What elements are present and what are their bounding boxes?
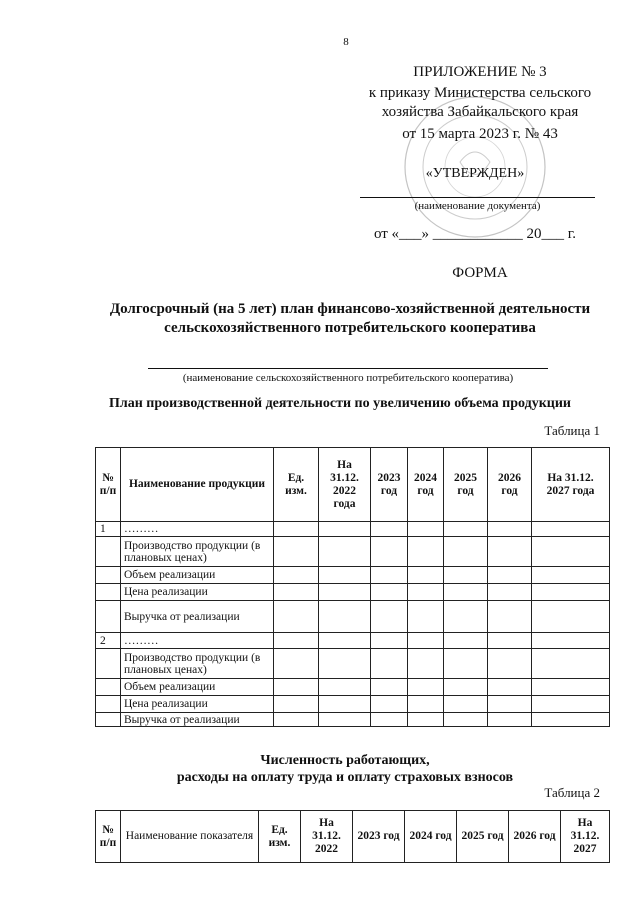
- table-row: [96, 633, 610, 649]
- cell: [532, 601, 610, 633]
- table-row: [96, 679, 610, 696]
- table-row: [96, 696, 610, 713]
- document-name-caption: (наименование документа): [414, 200, 541, 212]
- header-2027: На 31.12. 2027: [561, 811, 610, 863]
- cell: [371, 537, 408, 567]
- row-name: Выручка от реализации: [121, 601, 274, 633]
- cell: [532, 679, 610, 696]
- table-1-header-row: [96, 448, 610, 522]
- table-row: [96, 584, 610, 601]
- header-2025: 2025 год: [457, 811, 509, 863]
- document-title: [90, 300, 610, 338]
- cell: [444, 567, 488, 584]
- approved-label: «УТВЕРЖДЕН»: [425, 166, 525, 181]
- row-num: [96, 679, 121, 696]
- cell: [408, 601, 444, 633]
- staff-section-title-line-1: Численность работающих,: [260, 753, 430, 768]
- cell: [488, 649, 532, 679]
- cooperative-name-line: [148, 368, 548, 369]
- cell: [371, 713, 408, 727]
- cell: [319, 633, 371, 649]
- production-plan-title: План производственной деятельности по увеличению объема продукции: [109, 396, 571, 411]
- cell: [371, 633, 408, 649]
- staff-section-title: [130, 752, 560, 786]
- cell: [444, 537, 488, 567]
- cell: [532, 567, 610, 584]
- table-2-label: Таблица 2: [544, 785, 600, 800]
- appendix-line-3: от 15 марта 2023 г. № 43: [402, 126, 558, 142]
- cell: [274, 601, 319, 633]
- row-num: [96, 584, 121, 601]
- cell: [371, 584, 408, 601]
- cell: [319, 696, 371, 713]
- row-num: 2: [96, 633, 121, 649]
- cell: [408, 567, 444, 584]
- cell: [274, 522, 319, 537]
- appendix-title: ПРИЛОЖЕНИЕ № 3: [413, 64, 547, 80]
- cell: [444, 633, 488, 649]
- cell: [532, 649, 610, 679]
- header-product-name: Наименование продукции: [121, 448, 274, 522]
- header-2026: 2026 год: [488, 448, 532, 522]
- document-name-line: [360, 197, 595, 198]
- cell: [319, 567, 371, 584]
- cell: [319, 584, 371, 601]
- cell: [319, 522, 371, 537]
- header-unit: Ед. изм.: [274, 448, 319, 522]
- cell: [274, 649, 319, 679]
- cell: [319, 679, 371, 696]
- cell: [274, 713, 319, 727]
- cell: [488, 601, 532, 633]
- cell: [274, 537, 319, 567]
- cell: [488, 522, 532, 537]
- header-indicator-name: Наименование показателя: [121, 811, 259, 863]
- appendix-line-2: хозяйства Забайкальского края: [381, 104, 579, 120]
- row-num: [96, 601, 121, 633]
- row-name: Производство продукции (в плановых ценах): [121, 537, 274, 567]
- cell: [408, 522, 444, 537]
- cell: [408, 584, 444, 601]
- cell: [532, 522, 610, 537]
- document-title-line-2: сельскохозяйственного потребительского кооператива: [164, 320, 536, 336]
- cell: [408, 696, 444, 713]
- cell: [444, 601, 488, 633]
- cell: [408, 633, 444, 649]
- cell: [488, 537, 532, 567]
- cell: [371, 649, 408, 679]
- cell: [444, 584, 488, 601]
- cell: [444, 522, 488, 537]
- table-1-label: Таблица 1: [544, 423, 600, 438]
- cell: [371, 522, 408, 537]
- header-2024: 2024 год: [405, 811, 457, 863]
- row-name: Производство продукции (в плановых ценах): [121, 649, 274, 679]
- row-num: [96, 713, 121, 727]
- cell: [408, 537, 444, 567]
- table-row: [96, 649, 610, 679]
- form-label: ФОРМА: [452, 265, 508, 281]
- document-title-line-1: Долгосрочный (на 5 лет) план финансово-хозяйственной деятельности: [109, 301, 591, 317]
- row-name: ………: [121, 633, 274, 649]
- cell: [444, 649, 488, 679]
- header-num: № п/п: [96, 811, 121, 863]
- cell: [488, 567, 532, 584]
- row-num: [96, 537, 121, 567]
- cell: [319, 713, 371, 727]
- row-name: Объем реализации: [121, 567, 274, 584]
- header-num: № п/п: [96, 448, 121, 522]
- header-2022: На 31.12. 2022: [301, 811, 353, 863]
- cell: [274, 633, 319, 649]
- table-row: [96, 601, 610, 633]
- cell: [408, 649, 444, 679]
- header-2027: На 31.12. 2027 года: [532, 448, 610, 522]
- approval-date-line: от «___» ____________ 20___ г.: [373, 226, 577, 242]
- row-name: Объем реализации: [121, 679, 274, 696]
- cell: [488, 679, 532, 696]
- table-row: [96, 713, 610, 727]
- row-num: 1: [96, 522, 121, 537]
- row-num: [96, 567, 121, 584]
- cell: [408, 713, 444, 727]
- row-name: Выручка от реализации: [121, 713, 274, 727]
- cell: [274, 696, 319, 713]
- row-name: ………: [121, 522, 274, 537]
- header-2022: На 31.12. 2022 года: [319, 448, 371, 522]
- cell: [532, 713, 610, 727]
- table-row: [96, 537, 610, 567]
- row-num: [96, 696, 121, 713]
- header-2025: 2025 год: [444, 448, 488, 522]
- table-2-header-row: [96, 811, 610, 863]
- table-row: [96, 567, 610, 584]
- cell: [274, 679, 319, 696]
- cell: [488, 696, 532, 713]
- staff-expenses-table: [95, 810, 610, 863]
- cell: [488, 584, 532, 601]
- header-2023: 2023 год: [353, 811, 405, 863]
- cell: [532, 584, 610, 601]
- cell: [532, 537, 610, 567]
- cell: [532, 696, 610, 713]
- appendix-line-1: к приказу Министерства сельского: [368, 85, 592, 101]
- cell: [319, 537, 371, 567]
- cell: [371, 696, 408, 713]
- page-number: 8: [343, 36, 349, 48]
- cooperative-name-caption: (наименование сельскохозяйственного потребительского кооператива): [182, 372, 514, 384]
- cell: [371, 567, 408, 584]
- row-num: [96, 649, 121, 679]
- cell: [371, 679, 408, 696]
- header-unit: Ед. изм.: [259, 811, 301, 863]
- cell: [532, 633, 610, 649]
- cell: [444, 713, 488, 727]
- header-2024: 2024 год: [408, 448, 444, 522]
- cell: [488, 633, 532, 649]
- cell: [444, 696, 488, 713]
- header-2026: 2026 год: [509, 811, 561, 863]
- cell: [274, 567, 319, 584]
- cell: [319, 601, 371, 633]
- cell: [371, 601, 408, 633]
- cell: [274, 584, 319, 601]
- cell: [408, 679, 444, 696]
- cell: [488, 713, 532, 727]
- row-name: Цена реализации: [121, 584, 274, 601]
- cell: [319, 649, 371, 679]
- staff-section-title-line-2: расходы на оплату труда и оплату страховых взносов: [176, 770, 514, 785]
- production-plan-table: [95, 447, 610, 727]
- table-row: [96, 522, 610, 537]
- cell: [444, 679, 488, 696]
- header-2023: 2023 год: [371, 448, 408, 522]
- row-name: Цена реализации: [121, 696, 274, 713]
